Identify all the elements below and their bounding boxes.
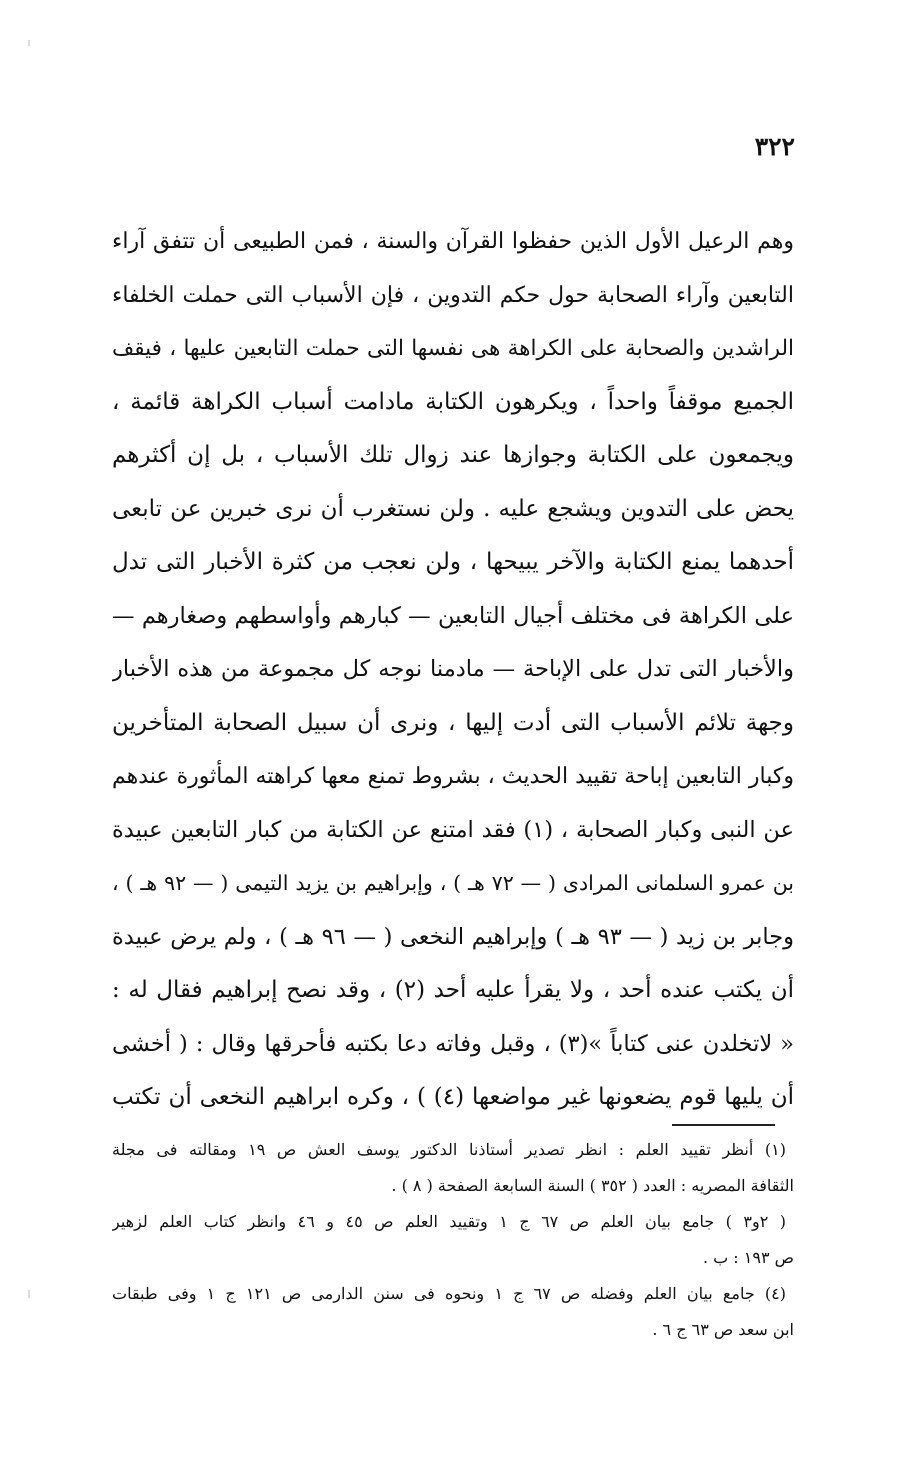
footnote-divider bbox=[672, 1124, 775, 1126]
footnote-line: ص ١٩٣ : ب . bbox=[702, 1248, 794, 1267]
text-line: والأخبار التى تدل على الإباحة — مادمنا نوجه كل مجموعة من هذه الأخبار bbox=[112, 656, 794, 682]
text-line: وجابر بن زيد ( — ٩٣ هـ ) وإبراهيم النخعى ( — ٩٦ هـ ) ، ولم يرض عبيدة bbox=[112, 923, 794, 950]
text-line: وهم الرعيل الأول الذين حفظوا القرآن والسنة ، فمن الطبيعى أن تتفق آراء bbox=[112, 229, 794, 254]
page-number: ٣٢٢ bbox=[754, 132, 795, 161]
text-line: الراشدين والصحابة على الكراهة هى نفسها التى حملت التابعين عليها ، فيقف bbox=[112, 336, 794, 361]
text-line: أن يليها قوم يضعونها غير مواضعها (٤) ) ، وكره ابراهيم النخعى أن تكتب bbox=[112, 1084, 794, 1110]
footnote-line: الثقافة المصريه : العدد ( ٣٥٢ ) السنة السابعة الصفحة ( ٨ ) . bbox=[391, 1176, 794, 1195]
footnote-line: ابن سعد ص ٦٣ ج ٦ . bbox=[652, 1320, 794, 1339]
text-line: التابعين وآراء الصحابة حول حكم التدوين ، فإن الأسباب التى حملت الخلفاء bbox=[112, 282, 794, 308]
text-line: عن النبى وكبار الصحابة ، (١) فقد امتنع عن الكتابة من كبار التابعين عبيدة bbox=[112, 816, 794, 843]
footnote-line: (٤) جامع بيان العلم وفضله ص ٦٧ ج ١ ونحوه فى سنن الدارمى ص ١٢١ ج ١ وفى طبقات bbox=[112, 1284, 787, 1303]
text-line: على الكراهة فى مختلف أجيال التابعين — كبارهم وأواسطهم وصغارهم — bbox=[112, 602, 794, 629]
text-line: يحض على التدوين ويشجع عليه . ولن نستغرب أن نرى خبرين عن تابعى bbox=[112, 495, 794, 522]
text-line: ويجمعون على الكتابة وجوازها عند زوال تلك الأسباب ، بل إن أكثرهم bbox=[112, 442, 794, 468]
text-line: وجهة تلائم الأسباب التى أدت إليها ، ونرى أن سبيل الصحابة المتأخرين bbox=[112, 709, 794, 736]
text-line: أحدهما يمنع الكتابة والآخر يبيحها ، ولن نعجب من كثرة الأخبار التى تدل bbox=[112, 549, 794, 575]
text-line: بن عمرو السلمانى المرادى ( — ٧٢ هـ ) ، وإبراهيم بن يزيد التيمى ( — ٩٢ هـ ) ، bbox=[112, 871, 794, 895]
footnote-line: (١) أنظر تقييد العلم : انظر تصدير أستاذنا الدكتور يوسف العش ص ١٩ ومقالته فى مجلة bbox=[112, 1140, 787, 1159]
main-text bbox=[112, 215, 794, 1125]
scan-speck bbox=[28, 1290, 30, 1298]
footnote-line: ( ٢و٣ ) جامع بيان العلم ص ٦٧ ج ١ وتقييد العلم ص ٤٥ و ٤٦ وانظر كتاب العلم لزهير bbox=[112, 1212, 787, 1231]
text-line: الجميع موقفاً واحداً ، ويكرهون الكتابة مادامت أسباب الكراهة قائمة ، bbox=[112, 388, 794, 415]
footnotes bbox=[112, 1132, 794, 1348]
scan-speck bbox=[28, 40, 30, 46]
text-line: وكبار التابعين إباحة تقييد الحديث ، بشروط تمنع معها كراهته المأثورة عندهم bbox=[112, 764, 794, 789]
text-line: « لاتخلدن عنى كتاباً »(٣) ، وقبل وفاته دعا بكتبه فأحرقها وقال : ( أخشى bbox=[112, 1030, 794, 1057]
text-line: أن يكتب عنده أحد ، ولا يقرأ عليه أحد (٢) ، وقد نصح إبراهيم فقال له : bbox=[112, 977, 794, 1003]
